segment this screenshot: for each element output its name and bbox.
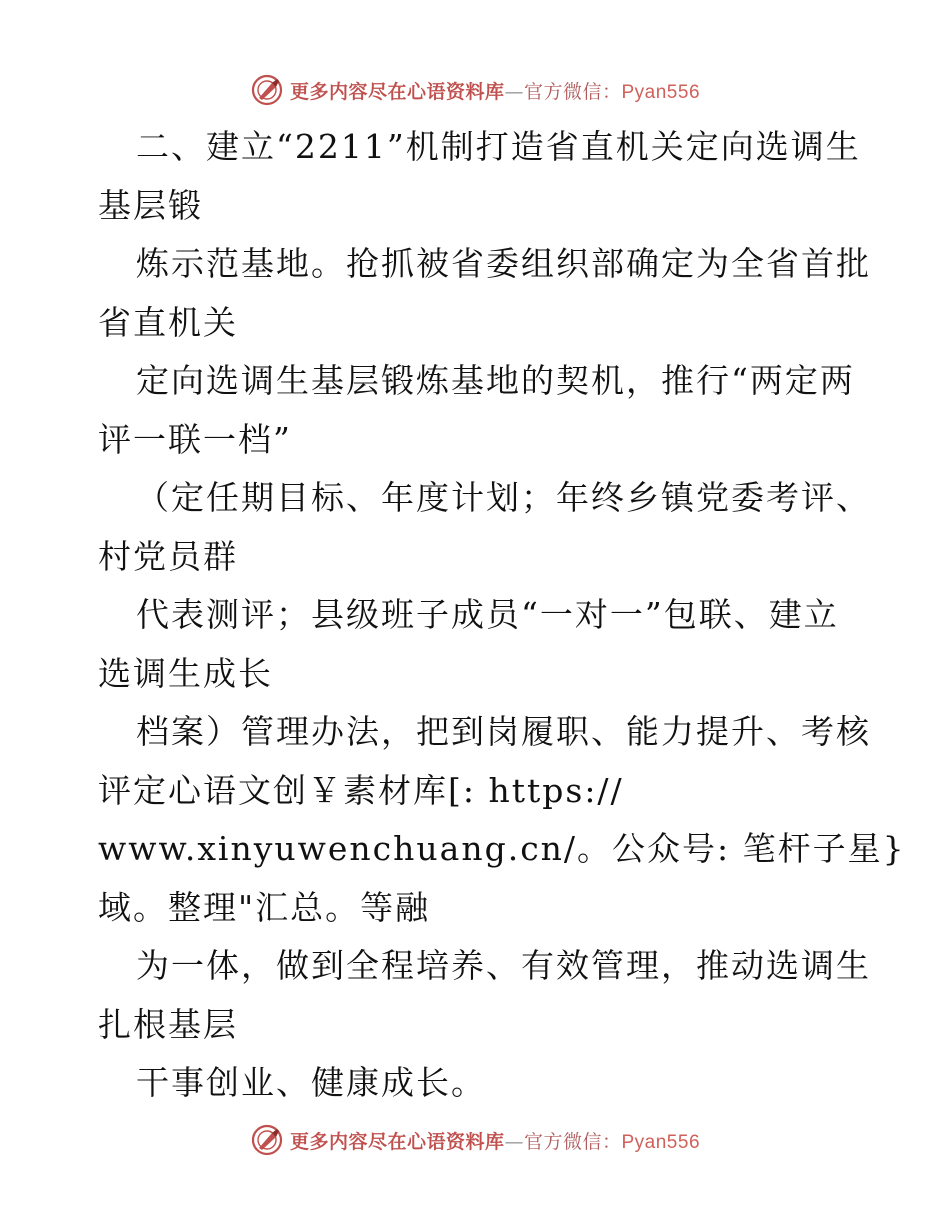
text-line: 评一联一档” [98, 419, 292, 459]
pen-nib-logo-icon [250, 1123, 284, 1157]
watermark-text: 更多内容尽在心语资料库—官方微信：Pyan556 [289, 80, 701, 103]
text-line: 评定心语文创￥素材库[: https:// [98, 770, 624, 810]
text-line: www.xinyuwenchuang.cn/。公众号: 笔杆子星} [98, 829, 906, 868]
text-line: 为一体，做到全程培养、有效管理，推动选调生 [136, 946, 871, 985]
header-watermark [0, 70, 950, 110]
text-line: 干事创业、健康成长。 [136, 1063, 486, 1102]
text-line: 档案）管理办法，把到岗履职、能力提升、考核 [136, 712, 871, 751]
text-line: 村党员群 [98, 536, 238, 576]
text-line: 代表测评；县级班子成员“一对一”包联、建立 [136, 595, 839, 634]
text-line: 炼示范基地。抢抓被省委组织部确定为全省首批 [136, 244, 871, 283]
text-line: 省直机关 [98, 302, 238, 342]
document-body [98, 118, 906, 1113]
text-line: 基层锻 [98, 185, 203, 225]
text-line: 二、建立“2211”机制打造省直机关定向选调生 [136, 127, 861, 166]
pen-nib-logo-icon [250, 73, 284, 107]
footer-watermark [0, 1120, 950, 1160]
text-line: 扎根基层 [98, 1004, 238, 1044]
text-line: 域。整理"汇总。等融 [98, 887, 431, 927]
text-line: 选调生成长 [98, 653, 273, 693]
watermark-text: 更多内容尽在心语资料库—官方微信：Pyan556 [289, 1130, 701, 1153]
text-line: （定任期目标、年度计划；年终乡镇党委考评、 [136, 478, 871, 517]
text-line: 定向选调生基层锻炼基地的契机，推行“两定两 [136, 361, 855, 400]
